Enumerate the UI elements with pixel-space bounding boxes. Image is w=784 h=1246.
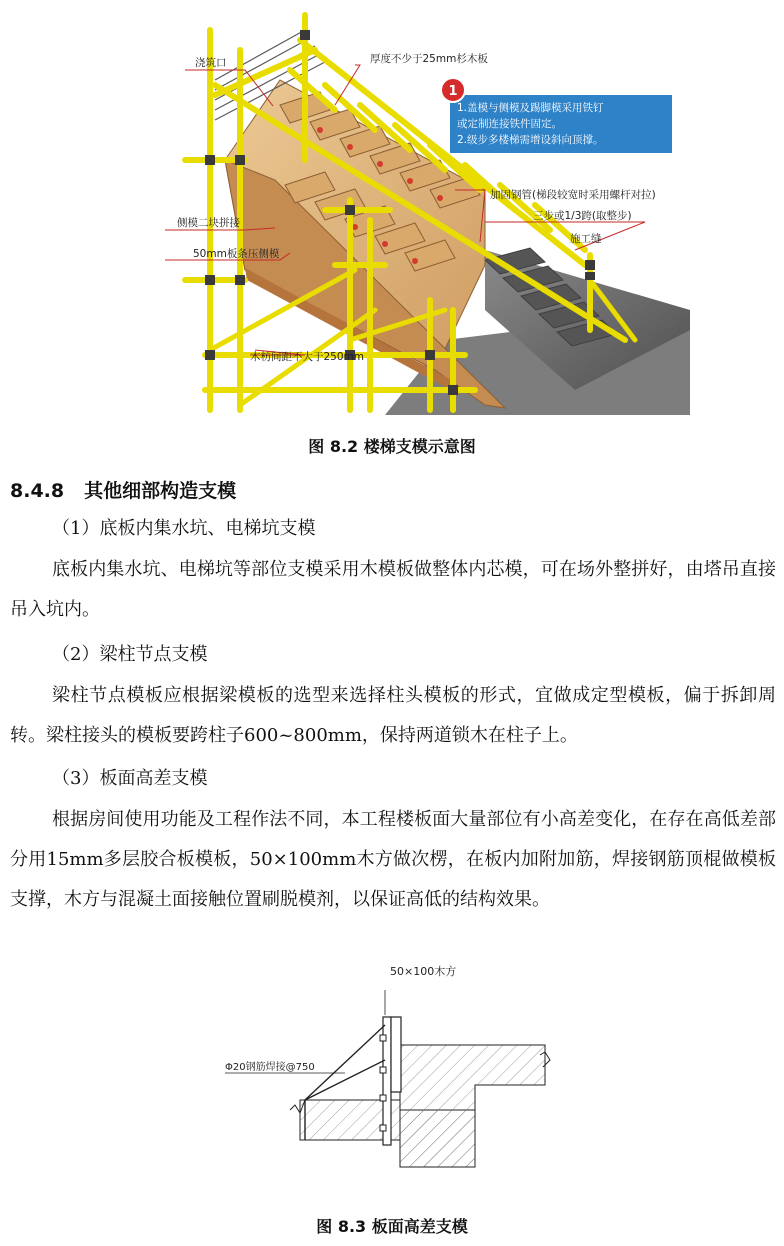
item-3-body: 根据房间使用功能及工程作法不同，本工程楼板面大量部位有小高差变化，在存在高低差部分用15mm多层胶合板模板，50×100mm木方做次楞，在板内加附加筋，焊接钢筋顶棍做模板支撑，木方与混凝土面接触位置刷脱模剂，以保证高低的结构效果。 bbox=[10, 809, 776, 910]
label-plank-thickness: 厚度不少于25mm杉木板 bbox=[370, 53, 488, 65]
label-pour-opening: 浇筑口 bbox=[195, 57, 227, 69]
rebar-label: Φ20钢筋焊接@750 bbox=[225, 1062, 315, 1073]
note-line-1: 1.盖模与侧模及踢脚模采用铁钉 bbox=[457, 102, 604, 114]
label-construction-joint: 施工缝 bbox=[570, 233, 602, 245]
note-line-2: 或定制连接铁件固定。 bbox=[457, 118, 562, 130]
label-reinforce-pipe: 加固钢管(梯段较宽时采用螺杆对拉) bbox=[490, 189, 656, 201]
label-side-form-joint: 侧模二块拼接 bbox=[177, 217, 240, 229]
note-box bbox=[441, 78, 672, 153]
note-number: 1 bbox=[448, 84, 458, 99]
timber-label: 50×100木方 bbox=[390, 965, 457, 978]
item-3-heading: （3）板面高差支模 bbox=[52, 768, 208, 789]
item-1-body: 底板内集水坑、电梯坑等部位支模采用木模板做整体内芯模，可在场外整拼好，由塔吊直接吊入坑内。 bbox=[10, 559, 776, 620]
section-heading bbox=[10, 476, 236, 503]
label-plank-press: 50mm板条压侧模 bbox=[193, 248, 280, 260]
item-2-heading: （2）梁柱节点支模 bbox=[52, 644, 208, 665]
upper-slab bbox=[400, 1045, 545, 1167]
slab-level-difference-drawing bbox=[225, 955, 555, 1170]
section-number: 8.4.8 bbox=[10, 480, 65, 502]
figure-8-2-caption: 图 8.2 楼梯支模示意图 bbox=[308, 437, 476, 456]
figure-8-3-caption: 图 8.3 板面高差支模 bbox=[316, 1217, 468, 1236]
label-joist-spacing: 木枋间距不大于250mm bbox=[250, 351, 364, 363]
label-construction-joint-steps: 三步或1/3跨(取整步) bbox=[533, 210, 632, 222]
item-2-body: 梁柱节点模板应根据梁模板的选型来选择柱头模板的形式，宜做成定型模板，偏于拆卸周转。梁柱接头的模板要跨柱子600~800mm，保持两道锁木在柱子上。 bbox=[10, 685, 776, 746]
section-title: 其他细部构造支模 bbox=[84, 480, 237, 502]
item-1-heading: （1）底板内集水坑、电梯坑支模 bbox=[52, 518, 316, 539]
stair-formwork-illustration bbox=[177, 10, 690, 415]
note-line-3: 2.级步多楼梯需增设斜向顶撑。 bbox=[457, 134, 604, 146]
